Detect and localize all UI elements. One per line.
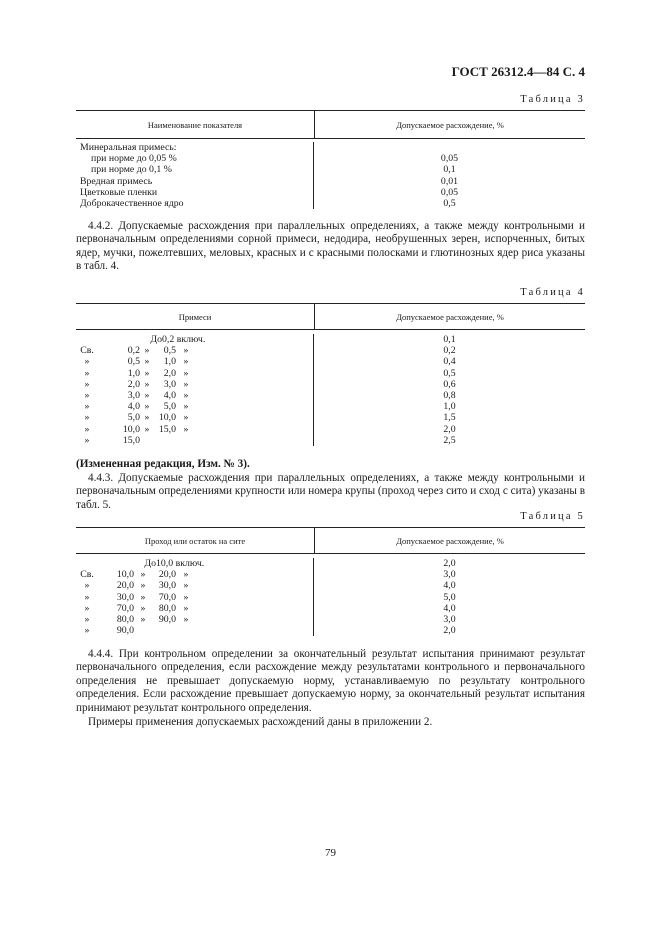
table5-sep-mark: » bbox=[140, 602, 146, 614]
table4-from: 5,0 bbox=[127, 412, 140, 424]
table4-row-range bbox=[76, 334, 313, 345]
paragraph-4-4-4 bbox=[76, 648, 585, 715]
table3-body bbox=[76, 139, 585, 209]
table3-col1-header: Наименование показателя bbox=[76, 111, 315, 138]
table5-row-value: 4,0 bbox=[443, 580, 456, 592]
paragraph-4-4-4-text: 4.4.4. При контрольном определении за окончательный результат испытания принимают результат первоначального определения, если расхождение между результатами контрольного и первоначального определения не превышает допускаемую норму, устанавливаемую по результату контрольного определения. Если расхождение превышает допускаемую норму, за окончательный результат испытания принимают результат контрольного определения. bbox=[76, 648, 585, 714]
table5-to-label: 10,0 включ. bbox=[156, 558, 205, 569]
table4-sep-mark: » bbox=[144, 412, 150, 424]
table5-col2-header: Допускаемое расхождение, % bbox=[396, 535, 504, 546]
paragraph-examples-text: Примеры применения допускаемых расхождений даны в приложении 2. bbox=[88, 716, 433, 728]
table4-pre: » bbox=[84, 434, 90, 446]
table4-row-value: 0,8 bbox=[443, 389, 456, 401]
table4-sep-mark: » bbox=[144, 423, 150, 435]
table5 bbox=[76, 527, 585, 636]
table3-row-value bbox=[314, 142, 585, 153]
table5-col2 bbox=[314, 558, 585, 636]
table5-col1-header: Проход или остаток на сите bbox=[76, 528, 315, 553]
table5-to: 20,0 bbox=[158, 569, 176, 581]
table4-from: 15,0 bbox=[122, 434, 140, 446]
table4-pre: » bbox=[84, 378, 90, 390]
table3-row-value: 0,01 bbox=[440, 175, 459, 187]
table4-to: 5,0 bbox=[163, 401, 176, 413]
table4-row-range bbox=[76, 356, 313, 367]
table4-row-value: 0,2 bbox=[443, 345, 456, 357]
table4-to: 2,0 bbox=[163, 367, 176, 379]
table4-row-range bbox=[76, 345, 313, 356]
table4-pre: » bbox=[84, 356, 90, 368]
table4-to: 15,0 bbox=[158, 423, 176, 435]
table5-row-range bbox=[76, 592, 313, 603]
table5-header bbox=[76, 527, 585, 554]
table4-col1 bbox=[76, 334, 314, 446]
table5-pre: » bbox=[84, 602, 90, 614]
table4-row-range bbox=[76, 435, 313, 446]
table4-row-value: 2,0 bbox=[443, 423, 456, 435]
edit-note bbox=[76, 458, 585, 471]
table5-to: 80,0 bbox=[158, 602, 176, 614]
table4-col2-header: Допускаемое расхождение, % bbox=[396, 311, 504, 322]
table5-to: 90,0 bbox=[158, 613, 176, 625]
table4-from: До bbox=[150, 334, 162, 345]
table5-pre: » bbox=[84, 625, 90, 637]
table4-pre: » bbox=[84, 389, 90, 401]
table5-to: 30,0 bbox=[158, 580, 176, 592]
table4-end-mark: » bbox=[183, 389, 189, 401]
table5-row-range bbox=[76, 580, 313, 591]
table4-row-value: 0,5 bbox=[443, 367, 456, 379]
table4-sep-mark: » bbox=[144, 367, 150, 379]
table4-row-range bbox=[76, 424, 313, 435]
table5-pre: Св. bbox=[80, 569, 94, 581]
table4-to-label: 0,2 включ. bbox=[162, 334, 206, 345]
table3-col2 bbox=[314, 142, 585, 209]
table3-row-value: 0,05 bbox=[440, 153, 459, 165]
table4-row-value: 0,6 bbox=[443, 378, 456, 390]
table5-from: 10,0 bbox=[116, 569, 134, 581]
table4-end-mark: » bbox=[183, 378, 189, 390]
table4-body bbox=[76, 330, 585, 446]
table3-header bbox=[76, 110, 585, 139]
table4-row-range bbox=[76, 390, 313, 401]
table5-sep-mark: » bbox=[140, 580, 146, 592]
table5-body bbox=[76, 554, 585, 636]
table3-row-value: 0,05 bbox=[440, 186, 459, 198]
table4-to: 4,0 bbox=[163, 389, 176, 401]
table3-col1 bbox=[76, 142, 314, 209]
table5-from: До bbox=[144, 558, 156, 569]
table3-row-label: Вредная примесь bbox=[80, 175, 153, 187]
table4-sep-mark: » bbox=[144, 378, 150, 390]
table5-row-value: 3,0 bbox=[443, 569, 456, 581]
table5-row-range bbox=[76, 625, 313, 636]
table5-end-mark: » bbox=[183, 602, 189, 614]
table4-row-range bbox=[76, 401, 313, 412]
table5-row-range bbox=[76, 614, 313, 625]
table5-to: 70,0 bbox=[158, 591, 176, 603]
table4-from: 2,0 bbox=[127, 378, 140, 390]
table3-row-label: Доброкачественное ядро bbox=[80, 197, 184, 209]
table4-end-mark: » bbox=[183, 401, 189, 413]
table4-pre: » bbox=[84, 423, 90, 435]
table5-sep-mark: » bbox=[140, 569, 146, 581]
table5-sep-mark: » bbox=[140, 591, 146, 603]
table5-pre: » bbox=[84, 591, 90, 603]
table5-row-value: 4,0 bbox=[443, 602, 456, 614]
table4-from: 1,0 bbox=[127, 367, 140, 379]
table5-pre: » bbox=[84, 580, 90, 592]
table5-from: 70,0 bbox=[116, 602, 134, 614]
table3-row-label: Минеральная примесь: bbox=[80, 142, 177, 153]
table4-row-value: 2,5 bbox=[443, 434, 456, 446]
table4-from: 3,0 bbox=[127, 389, 140, 401]
table4-row-value: 1,5 bbox=[443, 412, 456, 424]
table4-end-mark: » bbox=[183, 367, 189, 379]
table4-caption: Таблица 4 bbox=[520, 287, 585, 298]
table5-row-value: 5,0 bbox=[443, 591, 456, 603]
table4-col2 bbox=[314, 334, 585, 446]
table5-row-value: 3,0 bbox=[443, 613, 456, 625]
paragraph-examples bbox=[76, 716, 585, 729]
edit-note-text: (Измененная редакция, Изм. № 3). bbox=[76, 458, 250, 470]
table3-row-label: при норме до 0,1 % bbox=[91, 164, 172, 176]
table5-sep-mark: » bbox=[140, 613, 146, 625]
table4-end-mark: » bbox=[183, 356, 189, 368]
table3-col2-header: Допускаемое расхождение, % bbox=[396, 119, 504, 130]
table4-row-value: 0,1 bbox=[443, 334, 456, 345]
table4-sep-mark: » bbox=[144, 345, 150, 357]
table5-from: 30,0 bbox=[116, 591, 134, 603]
paragraph-4-4-2 bbox=[76, 220, 585, 274]
table4-end-mark: » bbox=[183, 412, 189, 424]
table4-to: 0,5 bbox=[163, 345, 176, 357]
paragraph-4-4-2-text: 4.4.2. Допускаемые расхождения при параллельных определениях, а также между контрольными и первоначальным определениями сорной примеси, недодира, необрушенных зерен, испорченных, битых ядер, мучки, пожелтевших, меловых, красных и с красными полосками и глютинозных ядер риса указаны в табл. 4. bbox=[76, 220, 585, 273]
table5-from: 80,0 bbox=[116, 613, 134, 625]
table4-row-range bbox=[76, 412, 313, 423]
table5-row-value: 2,0 bbox=[443, 558, 456, 569]
table4-to: 1,0 bbox=[163, 356, 176, 368]
table4-end-mark: » bbox=[183, 423, 189, 435]
table4-to: 3,0 bbox=[163, 378, 176, 390]
table3-row-label: Цветковые пленки bbox=[80, 186, 158, 198]
table4-from: 0,2 bbox=[127, 345, 140, 357]
table3-row-label: при норме до 0,05 % bbox=[91, 153, 177, 165]
table5-end-mark: » bbox=[183, 580, 189, 592]
table5-from: 20,0 bbox=[116, 580, 134, 592]
table4-from: 4,0 bbox=[127, 401, 140, 413]
table4-sep-mark: » bbox=[144, 356, 150, 368]
table4-sep-mark: » bbox=[144, 389, 150, 401]
table5-end-mark: » bbox=[183, 591, 189, 603]
table5-row-range bbox=[76, 569, 313, 580]
page-header-title: ГОСТ 26312.4—84 С. 4 bbox=[451, 64, 585, 79]
table5-from: 90,0 bbox=[116, 625, 134, 637]
table3 bbox=[76, 110, 585, 209]
table4-row-value: 1,0 bbox=[443, 401, 456, 413]
table4-to: 10,0 bbox=[158, 412, 176, 424]
table4-row-range bbox=[76, 368, 313, 379]
table3-row-value: 0,1 bbox=[443, 164, 456, 176]
paragraph-4-4-3 bbox=[76, 472, 585, 512]
table3-caption: Таблица 3 bbox=[520, 94, 585, 105]
table5-end-mark: » bbox=[183, 569, 189, 581]
table4-pre: » bbox=[84, 367, 90, 379]
table4-header bbox=[76, 303, 585, 330]
table5-col1 bbox=[76, 558, 314, 636]
table5-row-value: 2,0 bbox=[443, 625, 456, 637]
table4 bbox=[76, 303, 585, 446]
table4-pre: » bbox=[84, 412, 90, 424]
paragraph-4-4-3-text: 4.4.3. Допускаемые расхождения при параллельных определениях, а также между контрольными и первоначальным определениями крупности или номера крупы (проход через сито и сход с сита) указаны в табл. 5. bbox=[76, 472, 585, 511]
table4-pre: » bbox=[84, 401, 90, 413]
page-number: 79 bbox=[325, 847, 336, 859]
table4-sep-mark: » bbox=[144, 401, 150, 413]
table4-row-range bbox=[76, 379, 313, 390]
table5-caption: Таблица 5 bbox=[520, 511, 585, 522]
table3-row-value: 0,5 bbox=[443, 197, 456, 209]
table5-row-range bbox=[76, 603, 313, 614]
table5-row-range bbox=[76, 558, 313, 569]
table4-from: 0,5 bbox=[127, 356, 140, 368]
table4-row-value: 0,4 bbox=[443, 356, 456, 368]
table4-pre: Св. bbox=[80, 345, 94, 357]
table4-col1-header: Примеси bbox=[76, 304, 315, 329]
table4-end-mark: » bbox=[183, 345, 189, 357]
table5-pre: » bbox=[84, 613, 90, 625]
table4-from: 10,0 bbox=[122, 423, 140, 435]
table5-end-mark: » bbox=[183, 613, 189, 625]
